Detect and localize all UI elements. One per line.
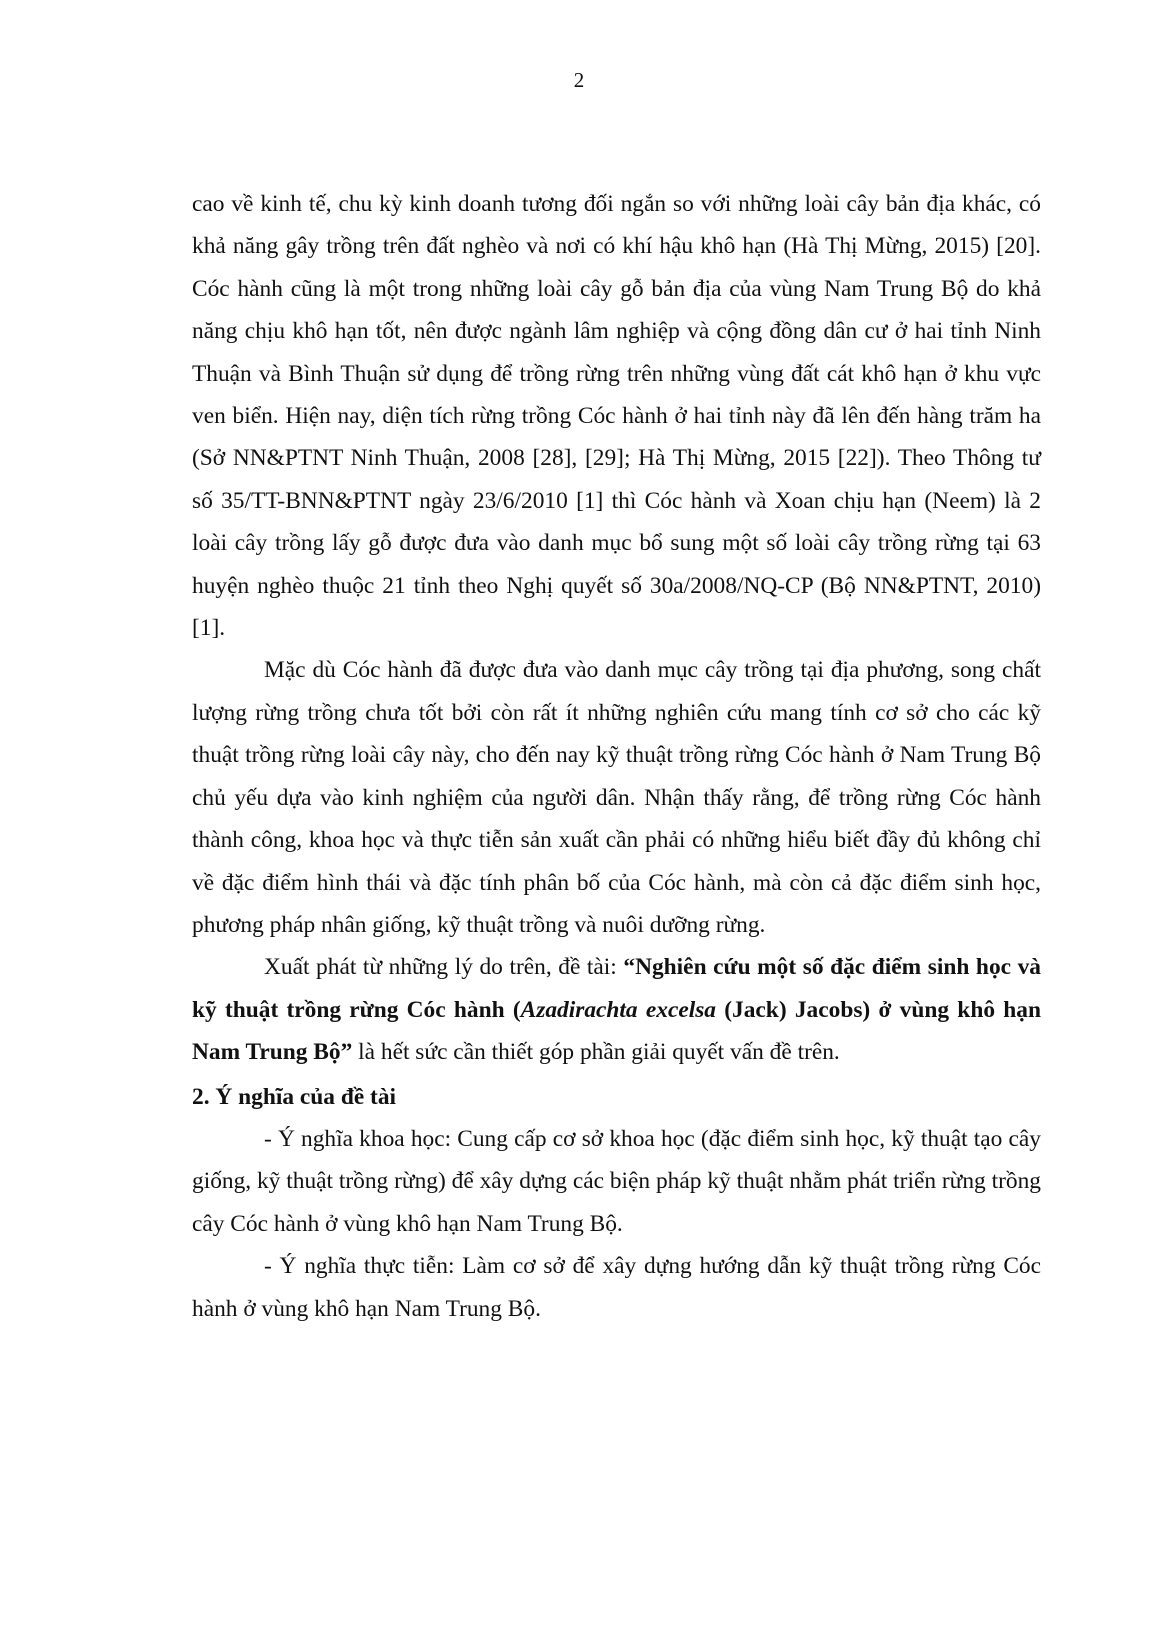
thesis-title-part-2: (Jack) Jacobs) ở vùng khô hạn Nam Trung Bộ” (192, 996, 1041, 1066)
page-number: 2 (573, 68, 585, 92)
thesis-tail-text: là hết sức cần thiết góp phần giải quyết vấn đề trên. (352, 1039, 840, 1066)
thesis-title-part-1: “Nghiên cứu một số đặc điểm sinh học và kỹ thuật trồng rừng Cóc hành ( (192, 954, 1041, 1023)
paragraph-intro-continued: cao về kinh tế, chu kỳ kinh doanh tương đối ngắn so với những loài cây bản địa khác, có khả năng gây trồng trên đất nghèo và nơi có khí hậu khô hạn (Hà Thị Mừng, 2015) [20]. Cóc hành cũng là một trong những loài cây gỗ bản địa của vùng Nam Trung Bộ do khả năng chịu khô hạn tốt, nên được ngành lâm nghiệp và cộng đồng dân cư ở hai tỉnh Ninh Thuận và Bình Thuận sử dụng để trồng rừng trên những vùng đất cát khô hạn ở khu vực ven biển. Hiện nay, diện tích rừng trồng Cóc hành ở hai tỉnh này đã lên đến hàng trăm ha (Sở NN&PTNT Ninh Thuận, 2008 [28], [29]; Hà Thị Mừng, 2015 [22]). Theo Thông tư số 35/TT-BNN&PTNT ngày 23/6/2010 [1] thì Cóc hành và Xoan chịu hạn (Neem) là 2 loài cây trồng lấy gỗ được đưa vào danh mục bổ sung một số loài cây trồng rừng tại 63 huyện nghèo thuộc 21 tỉnh theo Nghị quyết số 30a/2008/NQ-CP (Bộ NN&PTNT, 2010) [1]. (192, 191, 1041, 642)
paragraph-research-gap: Mặc dù Cóc hành đã được đưa vào danh mục cây trồng tại địa phương, song chất lượng rừng trồng chưa tốt bởi còn rất ít những nghiên cứu mang tính cơ sở cho các kỹ thuật trồng rừng loài cây này, cho đến nay kỹ thuật trồng rừng Cóc hành ở Nam Trung Bộ chủ yếu dựa vào kinh nghiệm của người dân. Nhận thấy rằng, để trồng rừng Cóc hành thành công, khoa học và thực tiễn sản xuất cần phải có những hiểu biết đầy đủ không chỉ về đặc điểm hình thái và đặc tính phân bố của Cóc hành, mà còn cả đặc điểm sinh học, phương pháp nhân giống, kỹ thuật trồng và nuôi dưỡng rừng. (192, 657, 1041, 938)
bullet-practical-significance: - Ý nghĩa thực tiễn: Làm cơ sở để xây dựng hướng dẫn kỹ thuật trồng rừng Cóc hành ở vùng khô hạn Nam Trung Bộ. (192, 1253, 1041, 1322)
section-heading-significance: 2. Ý nghĩa của đề tài (192, 1083, 397, 1110)
bullet-scientific-significance: - Ý nghĩa khoa học: Cung cấp cơ sở khoa học (đặc điểm sinh học, kỹ thuật tạo cây giống, kỹ thuật trồng rừng) để xây dựng các biện pháp kỹ thuật nhằm phát triển rừng trồng cây Cóc hành ở vùng khô hạn Nam Trung Bộ. (192, 1125, 1041, 1237)
thesis-species-name: Azadirachta excelsa (520, 996, 716, 1023)
thesis-lead-text: Xuất phát từ những lý do trên, đề tài: (264, 954, 624, 981)
paragraph-thesis-title (192, 946, 1041, 1073)
document-body (192, 183, 1041, 1330)
